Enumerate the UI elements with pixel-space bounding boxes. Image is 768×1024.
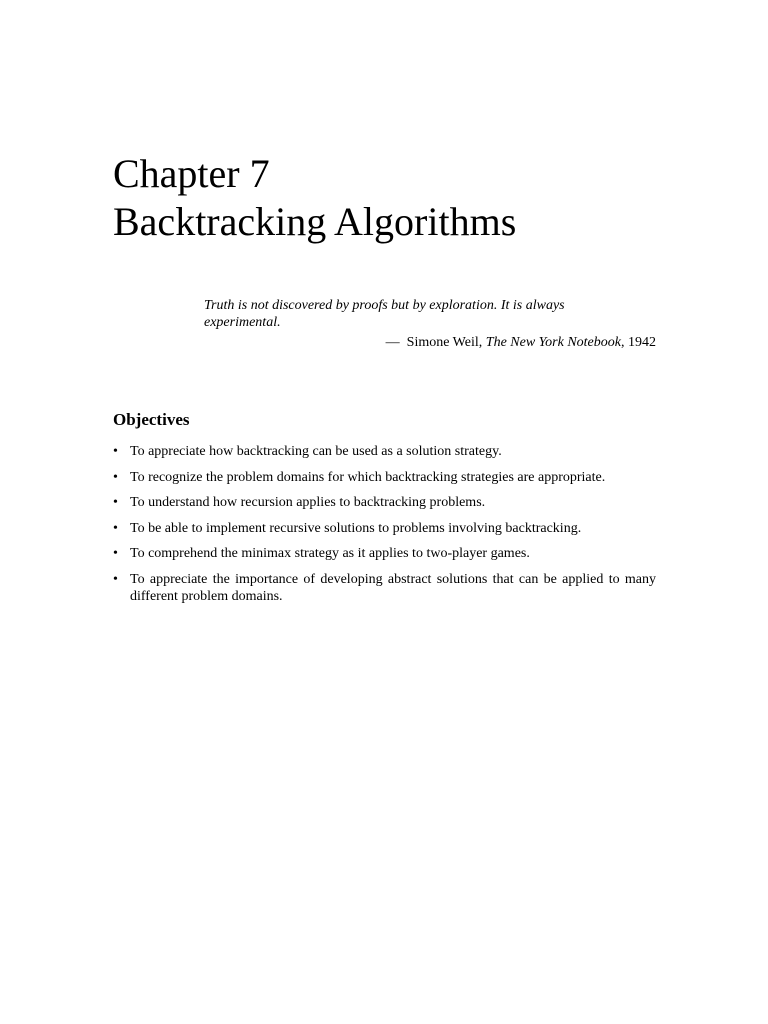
epigraph-author: Simone Weil, [406,335,483,350]
chapter-heading [113,150,673,246]
epigraph-attribution [204,334,656,351]
objective-text: To understand how recursion applies to backtracking problems. [130,495,486,510]
objective-item [113,443,656,460]
epigraph [204,297,656,351]
epigraph-work: The New York Notebook [485,335,621,350]
bullet-icon: • [113,469,118,485]
objective-item [113,545,656,562]
chapter-title: Backtracking Algorithms [113,199,517,244]
chapter-number: Chapter 7 [113,151,270,196]
objective-text: To comprehend the minimax strategy as it applies to two-player games. [130,546,530,561]
bullet-icon: • [113,546,118,561]
objective-item [113,520,656,537]
epigraph-year: , 1942 [621,335,656,350]
epigraph-quote: Truth is not discovered by proofs but by exploration. It is always experimental. [204,298,565,330]
objective-text: To appreciate the importance of developing abstract solutions that can be applied to many different problem domains. [130,571,656,604]
objectives-list [113,443,656,613]
objective-item [113,494,656,511]
bullet-icon: • [113,444,118,459]
objective-item [113,469,656,486]
bullet-icon: • [113,571,118,587]
objective-item [113,571,656,605]
bullet-icon: • [113,520,118,536]
objective-text: To recognize the problem domains for which backtracking strategies are appropriate. [130,469,606,485]
epigraph-dash: — [385,335,400,350]
objective-text: To appreciate how backtracking can be used as a solution strategy. [130,444,502,459]
objective-text: To be able to implement recursive solutions to problems involving backtracking. [130,520,582,536]
objectives-heading: Objectives [113,410,190,429]
bullet-icon: • [113,495,118,510]
